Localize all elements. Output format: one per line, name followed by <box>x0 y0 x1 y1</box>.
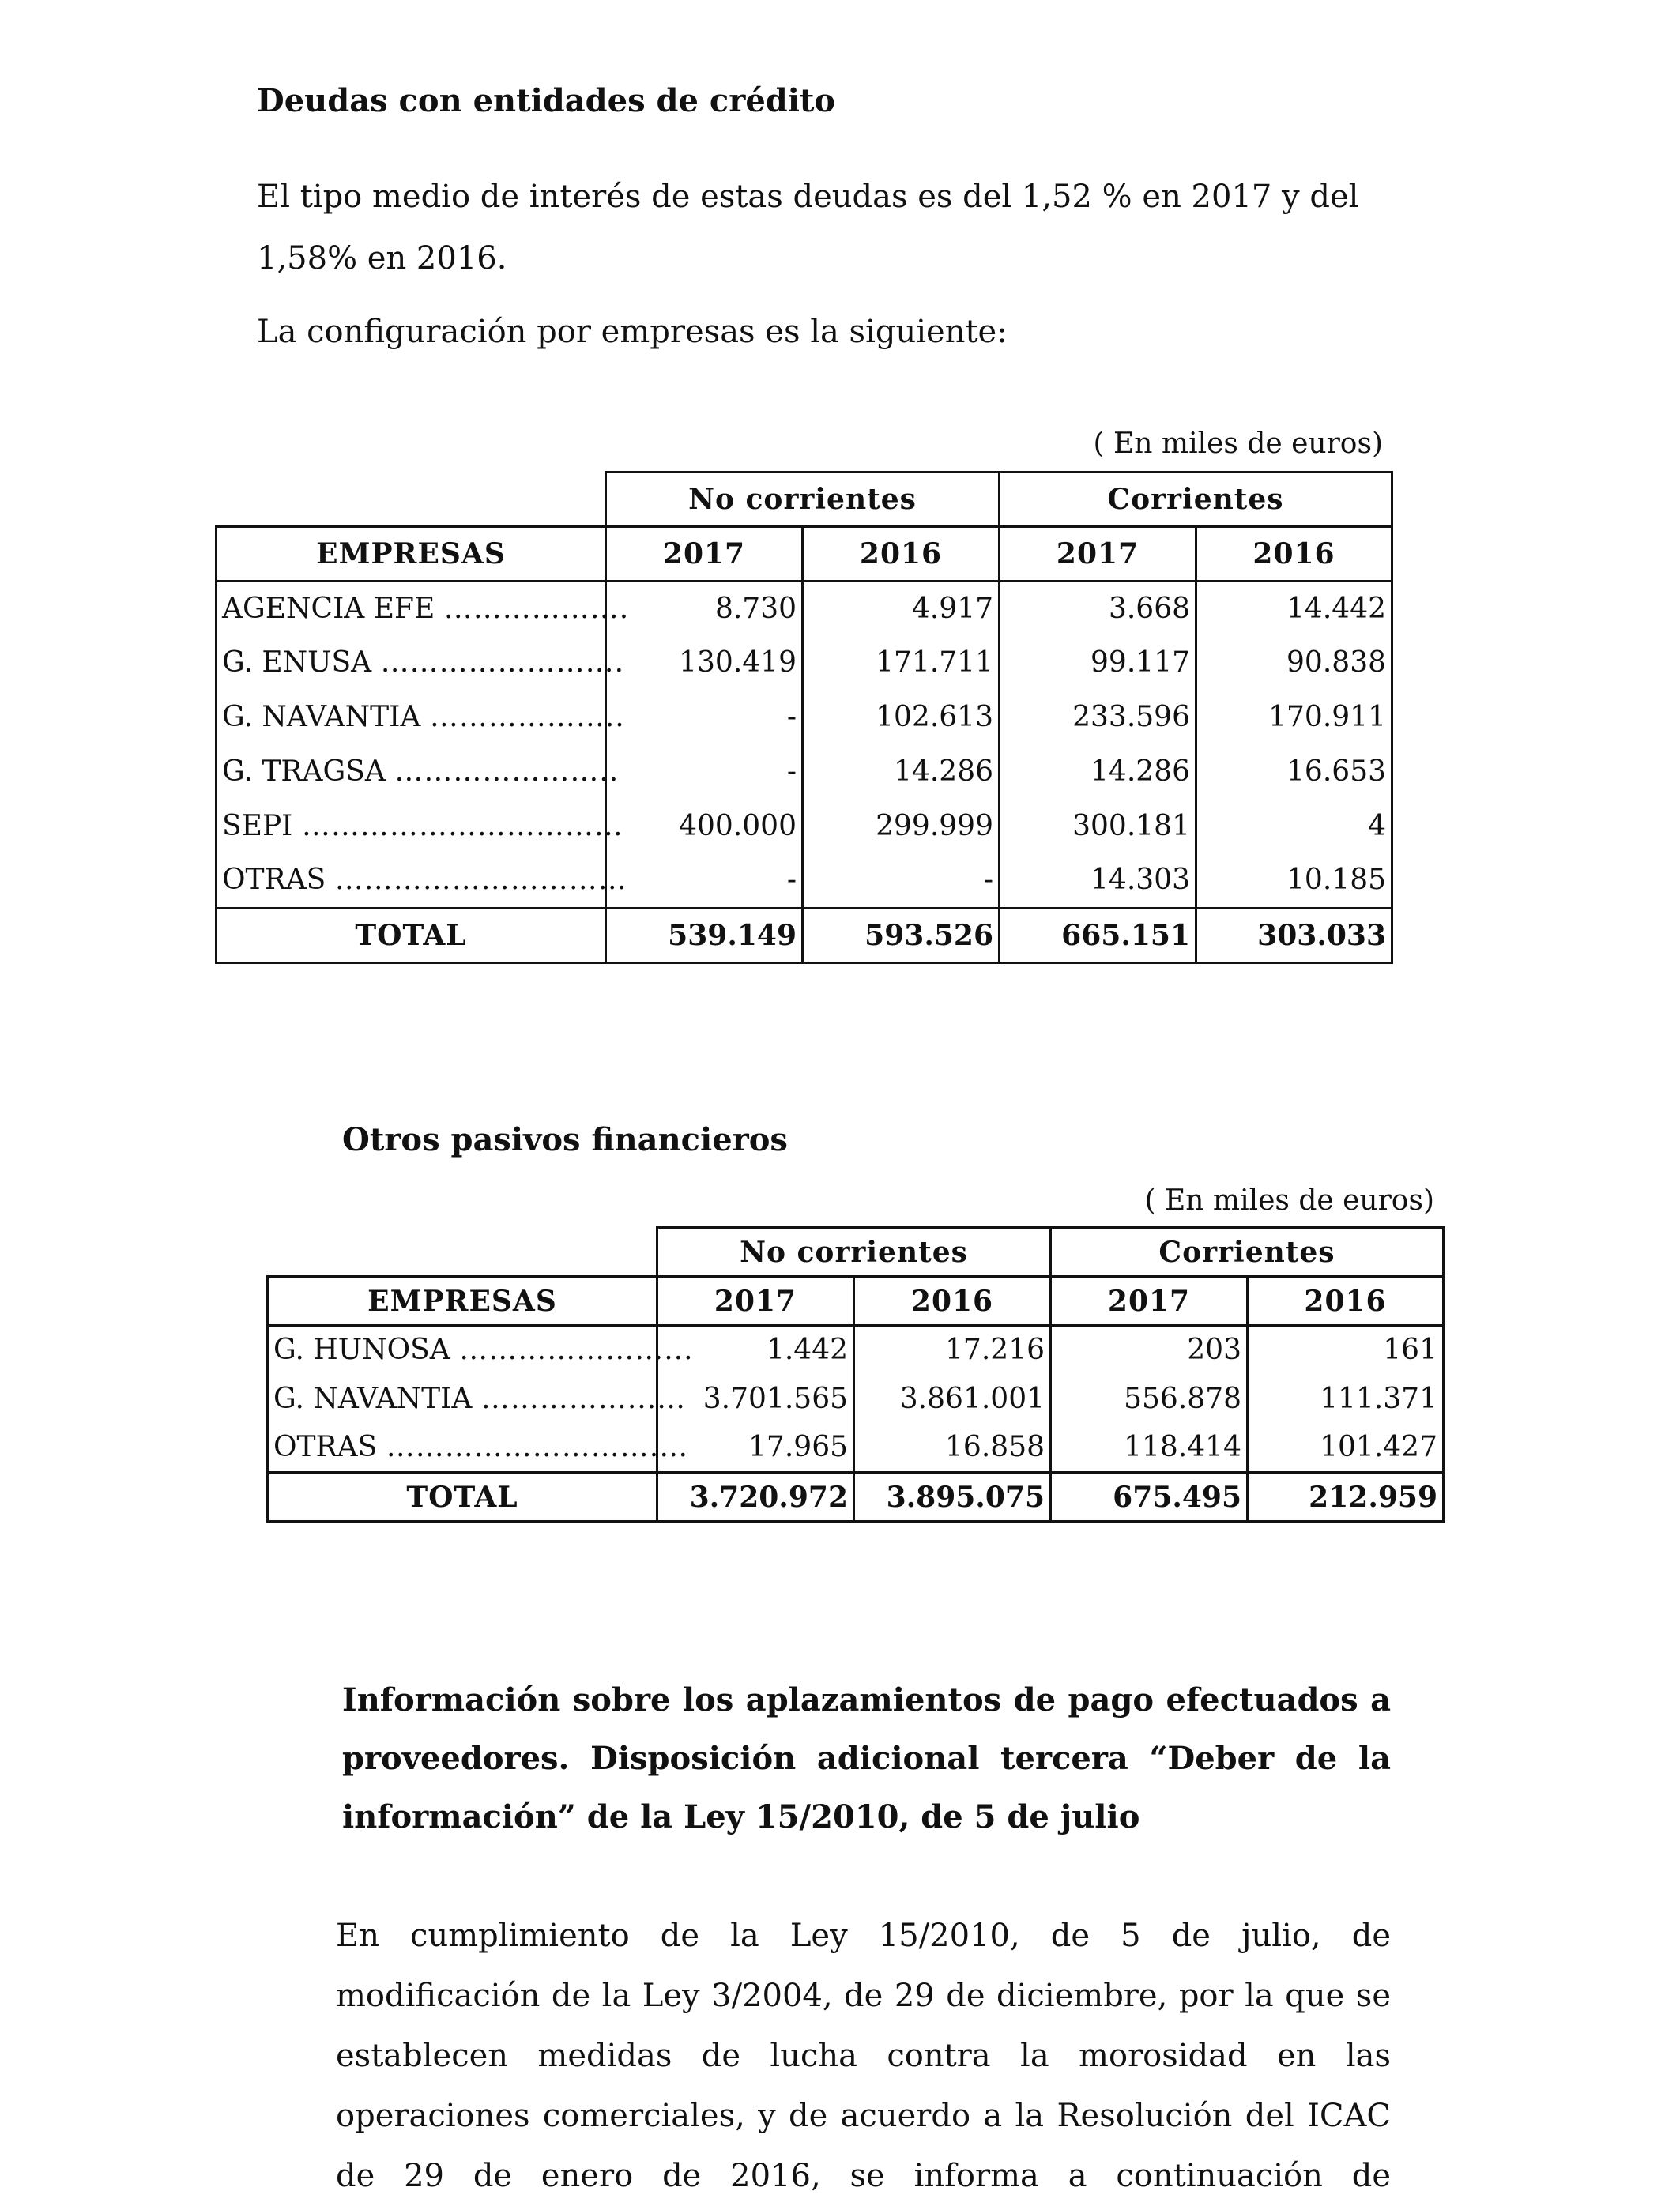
leader-dots: ……………...… <box>480 1382 687 1415</box>
total-value: 212.959 <box>1248 1473 1444 1522</box>
section-title-otros-pasivos: Otros pasivos financieros <box>342 1121 788 1158</box>
unit-note: ( En miles de euros) <box>1093 427 1383 460</box>
value-cell: 14.303 <box>1000 854 1196 909</box>
total-value: 675.495 <box>1051 1473 1248 1522</box>
value-cell: - <box>803 854 1000 909</box>
col-nc-2016: 2016 <box>854 1277 1051 1326</box>
empty-corner-cell <box>217 472 606 527</box>
group-corrientes: Corrientes <box>1051 1228 1444 1277</box>
total-value: 665.151 <box>1000 909 1196 963</box>
company-cell <box>217 745 620 800</box>
company-cell <box>268 1424 689 1473</box>
col-nc-2017: 2017 <box>657 1277 854 1326</box>
company-name: G. HUNOSA <box>273 1334 450 1367</box>
value-cell: 170.911 <box>1196 691 1392 745</box>
leader-dots: …………………………… <box>301 810 623 842</box>
table-total-row <box>217 909 1392 963</box>
company-cell <box>217 800 623 854</box>
table-header-row <box>217 527 1392 582</box>
total-value: 539.149 <box>606 909 803 963</box>
value-cell: 14.286 <box>1000 745 1196 800</box>
company-name: OTRAS <box>273 1430 378 1463</box>
company-name: AGENCIA EFE <box>222 592 435 625</box>
group-no-corrientes: No corrientes <box>606 472 1000 527</box>
total-value: 3.895.075 <box>854 1473 1051 1522</box>
value-cell: 90.838 <box>1196 636 1392 691</box>
deudas-table <box>215 471 1393 964</box>
leader-dots: ……………….. <box>429 701 625 733</box>
value-cell: 400.000 <box>606 800 803 854</box>
company-name: G. NAVANTIA <box>273 1382 473 1415</box>
value-cell: 4 <box>1196 800 1392 854</box>
value-cell: 17.216 <box>854 1326 1051 1375</box>
leader-dots: ………………….. <box>394 755 620 788</box>
table-total-row <box>268 1473 1444 1522</box>
table-row <box>268 1375 1444 1424</box>
company-name: OTRAS <box>222 864 326 897</box>
total-value: 303.033 <box>1196 909 1392 963</box>
total-value: 3.720.972 <box>657 1473 854 1522</box>
law-paragraph: En cumplimiento de la Ley 15/2010, de 5 de julio, de modificación de la Ley 3/2004, de 29 de diciembre, por la que se establecen medidas de lucha contra la morosidad en las operaciones comerciales, y de acuerdo a la Resolución del ICAC de 29 de enero de 2016, se informa a continuación de <box>336 1918 1391 2194</box>
table-row <box>217 582 1392 636</box>
value-cell: 99.117 <box>1000 636 1196 691</box>
col-c-2017: 2017 <box>1051 1277 1248 1326</box>
value-cell: 161 <box>1248 1326 1444 1375</box>
value-cell: 299.999 <box>803 800 1000 854</box>
company-name: G. NAVANTIA <box>222 701 421 733</box>
value-cell: 4.917 <box>803 582 1000 636</box>
value-cell: - <box>606 745 803 800</box>
unit-note: ( En miles de euros) <box>1144 1184 1434 1217</box>
table-row <box>217 691 1392 745</box>
leader-dots: ……………………….… <box>386 1430 689 1463</box>
group-corrientes: Corrientes <box>1000 472 1392 527</box>
section-title-deudas: Deudas con entidades de crédito <box>257 82 836 119</box>
interest-rate-paragraph: El tipo medio de interés de estas deudas es del 1,52 % en 2017 y del 1,58% en 2016. <box>257 179 1359 277</box>
empty-corner-cell <box>268 1228 657 1277</box>
value-cell: - <box>606 691 803 745</box>
company-name: SEPI <box>222 810 293 842</box>
value-cell: 171.711 <box>803 636 1000 691</box>
leader-dots: …………………... <box>459 1334 694 1367</box>
value-cell: 14.286 <box>803 745 1000 800</box>
leader-dots: ………………………… <box>334 864 627 897</box>
configuration-paragraph: La configuración por empresas es la siguiente: <box>257 314 1008 350</box>
company-cell <box>268 1326 694 1375</box>
total-label: TOTAL <box>268 1473 657 1522</box>
table-row <box>217 800 1392 854</box>
table-group-header-row <box>268 1228 1444 1277</box>
table-row <box>217 745 1392 800</box>
value-cell: 556.878 <box>1051 1375 1248 1424</box>
otros-pasivos-table <box>266 1226 1445 1523</box>
value-cell: 118.414 <box>1051 1424 1248 1473</box>
value-cell: 233.596 <box>1000 691 1196 745</box>
value-cell: 130.419 <box>606 636 803 691</box>
col-c-2016: 2016 <box>1248 1277 1444 1326</box>
section-title-aplazamientos: Información sobre los aplazamientos de pago efectuados a proveedores. Disposición adicional tercera “Deber de la información” de la Ley 15/2010, de 5 de julio <box>342 1681 1391 1835</box>
value-cell: 3.861.001 <box>854 1375 1051 1424</box>
company-name: G. TRAGSA <box>222 755 386 788</box>
company-cell <box>217 854 627 909</box>
company-cell <box>217 691 625 745</box>
company-cell <box>217 636 625 691</box>
value-cell: 14.442 <box>1196 582 1392 636</box>
value-cell: 3.668 <box>1000 582 1196 636</box>
company-name: G. ENUSA <box>222 646 372 679</box>
value-cell: 16.653 <box>1196 745 1392 800</box>
value-cell: 10.185 <box>1196 854 1392 909</box>
table-row <box>217 636 1392 691</box>
value-cell: - <box>606 854 803 909</box>
value-cell: 16.858 <box>854 1424 1051 1473</box>
col-empresas: EMPRESAS <box>217 527 606 582</box>
col-c-2016: 2016 <box>1196 527 1392 582</box>
value-cell: 8.730 <box>606 582 803 636</box>
company-cell <box>217 582 630 636</box>
total-value: 593.526 <box>803 909 1000 963</box>
group-no-corrientes: No corrientes <box>657 1228 1051 1277</box>
leader-dots: ……………………. <box>380 646 625 679</box>
value-cell: 101.427 <box>1248 1424 1444 1473</box>
value-cell: 111.371 <box>1248 1375 1444 1424</box>
value-cell: 1.442 <box>657 1326 854 1375</box>
table-row <box>268 1424 1444 1473</box>
value-cell: 17.965 <box>657 1424 854 1473</box>
col-nc-2016: 2016 <box>803 527 1000 582</box>
leader-dots: ………………. <box>443 592 630 625</box>
table-row <box>217 854 1392 909</box>
table-group-header-row <box>217 472 1392 527</box>
value-cell: 3.701.565 <box>657 1375 854 1424</box>
value-cell: 203 <box>1051 1326 1248 1375</box>
col-empresas: EMPRESAS <box>268 1277 657 1326</box>
value-cell: 102.613 <box>803 691 1000 745</box>
col-nc-2017: 2017 <box>606 527 803 582</box>
table-row <box>268 1326 1444 1375</box>
table-header-row <box>268 1277 1444 1326</box>
total-label: TOTAL <box>217 909 606 963</box>
value-cell: 300.181 <box>1000 800 1196 854</box>
company-cell <box>268 1375 687 1424</box>
col-c-2017: 2017 <box>1000 527 1196 582</box>
